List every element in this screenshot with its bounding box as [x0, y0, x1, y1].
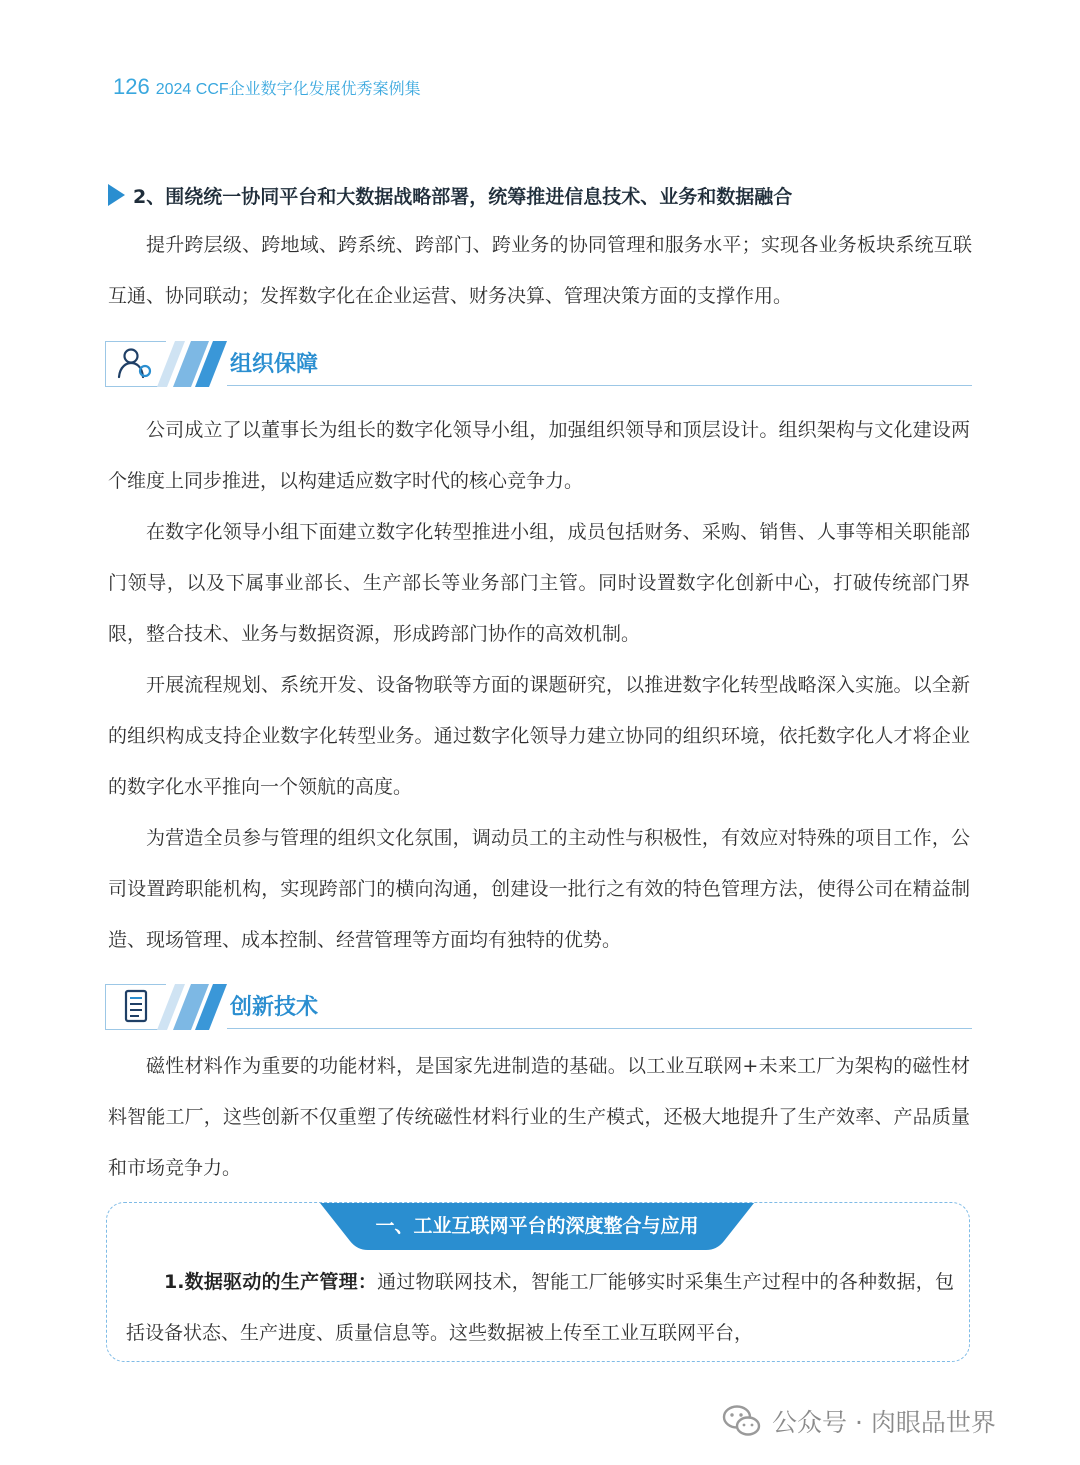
- page-number: 126: [113, 74, 150, 99]
- subsection-body: [108, 220, 972, 322]
- section-body-innovation: [108, 1041, 970, 1194]
- body-paragraph: 开展流程规划、系统开发、设备物联等方面的课题研究，以推进数字化转型战略深入实施。以全新的组织构成支持企业数字化转型业务。通过数字化领导力建立协同的组织环境，依托数字化人才将企业的数字化水平推向一个领航的高度。: [108, 674, 970, 798]
- panel-paragraph: [126, 1257, 954, 1359]
- section-rule: [227, 385, 972, 386]
- watermark-text: 公众号 · 肉眼品世界: [772, 1408, 996, 1437]
- wechat-icon: [722, 1404, 762, 1438]
- people-icon: [117, 346, 155, 380]
- body-paragraph: 为营造全员参与管理的组织文化氛围，调动员工的主动性与积极性，有效应对特殊的项目工作，公司设置跨职能机构，实现跨部门的横向沟通，创建设一批行之有效的特色管理方法，使得公司在精益制造、现场管理、成本控制、经营管理等方面均有独特的优势。: [108, 827, 970, 951]
- running-header: [113, 74, 421, 100]
- section-header-innovation: [105, 984, 972, 1030]
- section-title: 创新技术: [230, 995, 319, 1020]
- panel-tab-title: 一、工业互联网平台的深度整合与应用: [375, 1215, 699, 1237]
- decorative-stripes: [157, 984, 229, 1030]
- publication-title: 2024 CCF企业数字化发展优秀案例集: [155, 81, 421, 98]
- body-paragraph: 磁性材料作为重要的功能材料，是国家先进制造的基础。以工业互联网+未来工厂为架构的磁性材料智能工厂，这些创新不仅重塑了传统磁性材料行业的生产模式，还极大地提升了生产效率、产品质量和市场竞争力。: [108, 1055, 970, 1179]
- section-title: 组织保障: [230, 352, 319, 377]
- section-body-organization: [108, 405, 970, 966]
- body-paragraph: 公司成立了以董事长为组长的数字化领导小组，加强组织领导和顶层设计。组织架构与文化建设两个维度上同步推进，以构建适应数字时代的核心竞争力。: [108, 419, 970, 492]
- subsection-heading: [108, 180, 792, 210]
- panel-lead-text: 1.数据驱动的生产管理：: [164, 1271, 378, 1293]
- body-paragraph: 在数字化领导小组下面建立数字化转型推进小组，成员包括财务、采购、销售、人事等相关职能部门领导，以及下属事业部长、生产部长等业务部门主管。同时设置数字化创新中心，打破传统部门界限，整合技术、业务与数据资源，形成跨部门协作的高效机制。: [108, 521, 970, 645]
- section-header-organization: [105, 341, 972, 387]
- document-list-icon: [117, 989, 155, 1023]
- panel-body: [126, 1257, 954, 1359]
- panel-text: 通过物联网技术，智能工厂能够实时采集生产过程中的各种数据，包括设备状态、生产进度、质量信息等。这些数据被上传至工业互联网平台，: [126, 1271, 954, 1344]
- triangle-bullet-icon: [108, 184, 125, 206]
- section-rule: [227, 1028, 972, 1029]
- decorative-stripes: [157, 341, 229, 387]
- watermark: [722, 1400, 996, 1442]
- body-paragraph: 提升跨层级、跨地域、跨系统、跨部门、跨业务的协同管理和服务水平；实现各业务板块系统互联互通、协同联动；发挥数字化在企业运营、财务决算、管理决策方面的支撑作用。: [108, 234, 972, 307]
- subsection-title: 2、围绕统一协同平台和大数据战略部署，统筹推进信息技术、业务和数据融合: [133, 185, 793, 208]
